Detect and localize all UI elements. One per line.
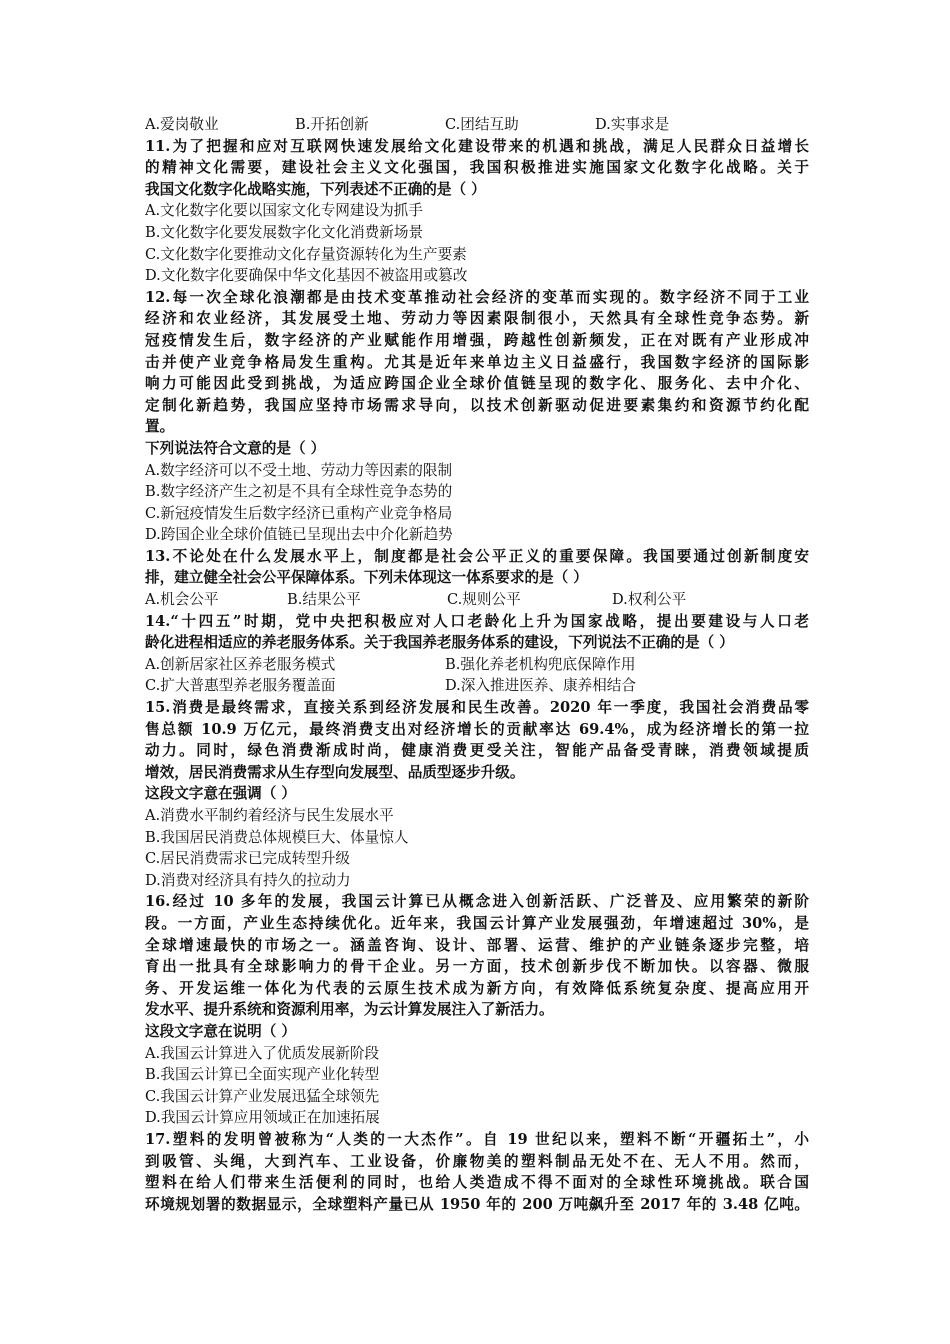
q15-option-b: B.我国居民消费总体规模巨大、体量惊人 xyxy=(145,828,409,846)
q12-option-d: D.跨国企业全球价值链已呈现出去中介化新趋势 xyxy=(145,526,453,544)
q14-option-a: A.创新居家社区养老服务模式 xyxy=(145,655,336,673)
q13-stem-line: 13.不论处在什么发展水平上，制度都是社会公平正义的重要保障。我国要通过创新制度安 xyxy=(145,547,809,565)
q14-options-row xyxy=(145,654,809,676)
q12-stem-line: 12.每一次全球化浪潮都是由技术变革推动社会经济的变革而实现的。数字经济不同于工业 xyxy=(145,288,809,306)
q10-options xyxy=(145,114,809,136)
q11-option-d: D.文化数字化要确保中华文化基因不被盗用或篡改 xyxy=(145,267,468,285)
q10-option-c: C.团结互助 xyxy=(445,116,519,133)
q13-option-c: C.规则公平 xyxy=(447,591,521,609)
q17-stem-line: 17.塑料的发明曾被称为“人类的一大杰作”。自 19 世纪以来，塑料不断“开疆拓土”，小 xyxy=(145,1130,809,1148)
q11-stem-line: 我国文化数字化战略实施，下列表述不正确的是（ ） xyxy=(145,180,486,198)
q14-stem-line: 龄化进程相适应的养老服务体系。关于我国养老服务体系的建设，下列说法不正确的是（ ） xyxy=(145,634,734,652)
q16-stem-line: 务、开发运维一体化为代表的云原生技术成为新方向，有效降低系统复杂度、提高应用开 xyxy=(145,979,809,997)
exam-page xyxy=(145,114,809,1215)
q14-option-b: B.强化养老机构兜底保障作用 xyxy=(445,655,636,673)
q15-option-c: C.居民消费需求已完成转型升级 xyxy=(145,850,351,868)
q15-option-a: A.消费水平制约着经济与民生发展水平 xyxy=(145,807,394,824)
q16-stem-line: 育出一批具有全球影响力的骨干企业。另一方面，技术创新步伐不断加快。以容器、微服 xyxy=(145,958,809,976)
q16-stem-line: 16.经过 10 多年的发展，我国云计算已从概念进入创新活跃、广泛普及、应用繁荣的新阶 xyxy=(145,893,809,911)
q11-stem-line: 11.为了把握和应对互联网快速发展给文化建设带来的机遇和挑战，满足人民群众日益增长 xyxy=(145,137,809,155)
q14-stem-line: 14.“十四五”时期，党中央把积极应对人口老龄化上升为国家战略，提出要建设与人口老 xyxy=(145,612,809,630)
q15-stem-line: 动力。同时，绿色消费渐成时尚，健康消费更受关注，智能产品备受青睐，消费领域提质 xyxy=(145,742,809,760)
q13-options xyxy=(145,589,809,611)
q10-option-a: A.爱岗敬业 xyxy=(145,116,219,133)
q11-option-a: A.文化数字化要以国家文化专网建设为抓手 xyxy=(145,202,423,220)
q10-option-b: B.开拓创新 xyxy=(295,116,369,133)
q11-option-c: C.文化数字化要推动文化存量资源转化为生产要素 xyxy=(145,245,467,263)
q16-stem-line: 段。一方面，产业生态持续优化。近年来，我国云计算产业发展强劲，年增速超过 30%，是 xyxy=(145,914,809,932)
q15-stem-line: 增效，居民消费需求从生存型向发展型、品质型逐步升级。 xyxy=(145,763,525,781)
q16-option-d: D.我国云计算应用领域正在加速拓展 xyxy=(145,1109,380,1127)
q15-stem-line: 15.消费是最终需求，直接关系到经济发展和民生改善。2020 年一季度，我国社会消费品零 xyxy=(145,699,809,717)
q17-stem-line: 环境规划署的数据显示，全球塑料产量已从 1950 年的 200 万吨飙升至 2017 年的 3.48 亿吨。 xyxy=(145,1195,809,1213)
q12-option-c: C.新冠疫情发生后数字经济已重构产业竞争格局 xyxy=(145,504,453,522)
q13-option-d: D.权利公平 xyxy=(612,591,687,609)
q16-question: 这段文字意在说明（ ） xyxy=(145,1022,297,1040)
q11-stem-line: 的精神文化需要，建设社会主义文化强国，我国积极推进实施国家文化数字化战略。关于 xyxy=(145,159,809,177)
q16-stem-line: 全球增速最快的市场之一。涵盖咨询、设计、部署、运营、维护的产业链条逐步完整，培 xyxy=(145,936,809,954)
q12-stem-line: 击并使产业竞争格局发生重构。尤其是近年来单边主义日益盛行，我国数字经济的国际影 xyxy=(145,353,809,371)
q12-stem-line: 响力可能因此受到挑战，为适应跨国企业全球价值链呈现的数字化、服务化、去中介化、 xyxy=(145,375,809,393)
q12-option-a: A.数字经济可以不受土地、劳动力等因素的限制 xyxy=(145,461,453,479)
q12-stem-line: 置。 xyxy=(145,418,175,436)
q15-stem-line: 售总额 10.9 万亿元，最终消费支出对经济增长的贡献率达 69.4%，成为经济增长的第一拉 xyxy=(145,720,809,738)
q17-stem-line: 塑料在给人们带来生活便利的同时，也给人类造成不得不面对的全球性环境挑战。联合国 xyxy=(145,1174,809,1192)
q12-stem-line: 定制化新趋势，我国应坚持市场需求导向，以技术创新驱动促进要素集约和资源节约化配 xyxy=(145,396,809,414)
q15-question: 这段文字意在强调（ ） xyxy=(145,785,297,803)
q13-option-a: A.机会公平 xyxy=(145,591,219,609)
q12-option-b: B.数字经济产生之初是不具有全球性竞争态势的 xyxy=(145,483,453,501)
q11-option-b: B.文化数字化要发展数字化文化消费新场景 xyxy=(145,223,424,241)
q12-stem-line: 冠疫情发生后，数字经济的产业赋能作用增强，跨越性创新频发，正在对既有产业形成冲 xyxy=(145,331,809,349)
q14-option-c: C.扩大普惠型养老服务覆盖面 xyxy=(145,677,336,695)
q16-option-b: B.我国云计算已全面实现产业化转型 xyxy=(145,1066,380,1084)
q16-option-c: C.我国云计算产业发展迅猛全球领先 xyxy=(145,1087,380,1105)
q14-option-d: D.深入推进医养、康养相结合 xyxy=(445,677,636,695)
q12-stem-line: 经济和农业经济，其发展受土地、劳动力等因素限制很小，天然具有全球性竞争态势。新 xyxy=(145,310,809,328)
q13-stem-line: 排，建立健全社会公平保障体系。下列未体现这一体系要求的是（ ） xyxy=(145,569,588,587)
q15-option-d: D.消费对经济具有持久的拉动力 xyxy=(145,871,351,889)
q12-question: 下列说法符合文意的是（ ） xyxy=(145,439,326,457)
q17-stem-line: 到吸管、头绳，大到汽车、工业设备，价廉物美的塑料制品无处不在、无人不用。然而， xyxy=(145,1152,809,1170)
q14-options-row xyxy=(145,675,809,697)
q10-option-d: D.实事求是 xyxy=(595,116,670,133)
q16-option-a: A.我国云计算进入了优质发展新阶段 xyxy=(145,1044,380,1062)
q16-stem-line: 发水平、提升系统和资源利用率，为云计算发展注入了新活力。 xyxy=(145,1001,554,1019)
q13-option-b: B.结果公平 xyxy=(287,591,361,609)
